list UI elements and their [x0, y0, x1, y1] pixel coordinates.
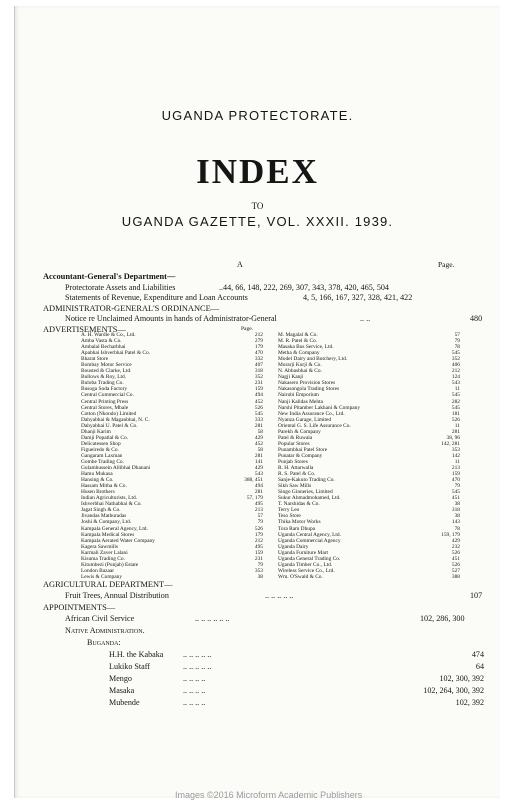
- advertiser-name: Bousted & Clarke, Ltd.: [81, 368, 132, 375]
- advertiser-page: 388: [451, 573, 460, 580]
- agri-line-1-page: 107: [470, 591, 483, 600]
- advertiser-name: Gangaram Laxman: [81, 452, 123, 459]
- agri-heading: AGRICULTURAL DEPARTMENT—: [43, 580, 173, 589]
- advertiser-name: Narshi Pitamber Lakhani & Company: [278, 404, 361, 411]
- accountant-line-1: Protectorate Assets and Liabilities: [65, 283, 176, 292]
- advertiser-page: 353: [254, 567, 263, 574]
- advertiser-name: Kagera Sawmills: [81, 543, 118, 550]
- advertiser-page: 11: [454, 386, 460, 393]
- advertiser-page: 281: [254, 489, 263, 496]
- advertiser-name: New India Assurance Co., Ltd.: [278, 410, 345, 417]
- advertiser-page: 281: [451, 428, 460, 435]
- advertiser-page: 124: [451, 374, 460, 381]
- advertiser-name: Kisuma Trading Co.: [81, 555, 125, 562]
- advertiser-name: Bombay Motor Service: [81, 362, 132, 369]
- advertiser-page: 333: [254, 416, 263, 423]
- advertiser-page: 545: [451, 350, 460, 357]
- advertiser-name: Joshi & Company, Ltd.: [81, 519, 132, 526]
- advertiser-name: A. H. Wardle & Co., Ltd.: [81, 332, 136, 338]
- advertisements-heading: ADVERTISEMENTS—: [43, 325, 126, 334]
- advertiser-name: Uganda Furniture Mart: [278, 549, 329, 556]
- advertiser-page: 79: [257, 519, 263, 526]
- advertiser-page: 79: [454, 483, 460, 490]
- appointment-dots: .. .. .. ..: [183, 698, 206, 707]
- native-admin-label: Native Administration.: [65, 626, 145, 635]
- accountant-line-2: Statements of Revenue, Expenditure and Loan Accounts: [65, 293, 248, 302]
- advertiser-name: Nakasongola Trading Stores: [278, 386, 340, 393]
- advertiser-page: 495: [254, 543, 263, 550]
- advertiser-page: 406: [451, 362, 460, 369]
- advertiser-name: Kampala General Agency, Ltd.: [81, 525, 148, 532]
- protectorate-title: UGANDA PROTECTORATE.: [161, 108, 354, 123]
- advertiser-name: Central Stores, Mbale: [81, 404, 129, 411]
- advertiser-name: Teso Store: [278, 513, 301, 520]
- advertiser-name: Dahyabhai & Maganbhai, N. C.: [81, 416, 150, 423]
- advertiser-name: Wm. O'Swald & Co.: [278, 573, 323, 580]
- advertiser-page: 545: [451, 392, 460, 399]
- advertiser-name: Uganda Dairy: [278, 543, 309, 550]
- advertiser-page: 526: [451, 416, 460, 423]
- buganda-label: Buganda:: [87, 638, 121, 647]
- advertiser-page: 142: [451, 452, 460, 459]
- advertiser-name: R. H. Attarwalla: [278, 465, 314, 472]
- advertiser-page: 470: [451, 477, 460, 484]
- page-column-header: Page.: [438, 260, 455, 269]
- advertisements-page-header: Page.: [241, 326, 254, 332]
- advertiser-page: 58: [257, 446, 263, 453]
- advertiser-page: 212: [254, 332, 263, 338]
- advertiser-name: Popular Stores: [278, 440, 310, 447]
- admin-line-1-dots: .. ..: [360, 314, 371, 323]
- advertiser-name: Nyanza Garage, Limited: [278, 416, 332, 423]
- advertiser-name: Delicatessen Shop: [81, 440, 121, 447]
- advertiser-page: 179: [254, 531, 263, 538]
- advertiser-page: 231: [254, 380, 263, 387]
- advertiser-name: Masaka Bus Service, Ltd.: [278, 344, 334, 351]
- advertiser-page: 141: [254, 458, 263, 465]
- civil-service-pages: 102, 286, 300: [420, 614, 465, 623]
- advertiser-page: 332: [254, 356, 263, 363]
- advertiser-name: Kitumbezi (Punjab) Estate: [81, 561, 139, 568]
- advertiser-name: Nairobi Emporium: [278, 392, 319, 399]
- advertiser-name: Indian Agriculturists, Ltd.: [81, 495, 137, 502]
- advertiser-name: Karmali Zaver Lalani: [81, 549, 128, 556]
- advertiser-page: 143: [451, 519, 460, 526]
- advertiser-name: Sukur Ahmadmohamed, Ltd.: [278, 495, 341, 502]
- advertiser-page: 495: [254, 501, 263, 508]
- advertiser-page: 470: [254, 350, 263, 357]
- advertiser-page: 526: [254, 525, 263, 532]
- advertiser-page: 79: [454, 338, 460, 345]
- advertiser-name: Central Printing Press: [81, 398, 129, 405]
- advertiser-name: Morarji Kurji & Co.: [278, 362, 322, 369]
- advertiser-page: 352: [451, 356, 460, 363]
- advertiser-name: Husen Brothers: [81, 489, 115, 496]
- advertiser-name: Nagji Kanji: [278, 374, 304, 381]
- appointment-name: Mengo: [109, 674, 132, 683]
- admin-line-1: Notice re Unclaimed Amounts in hands of Administrator-General: [65, 314, 277, 323]
- advertiser-page: 11: [454, 422, 460, 429]
- advertiser-page: 281: [254, 422, 263, 429]
- advertiser-page: 281: [254, 452, 263, 459]
- appointment-pages: 102, 300, 392: [439, 674, 484, 683]
- advertiser-name: Cotton (Nkondo) Limited: [81, 410, 137, 417]
- advertiser-name: Kampala Aerated Water Company: [81, 537, 155, 544]
- advertiser-page: 429: [254, 465, 263, 472]
- advertiser-name: N. Abbasbhai & Co.: [278, 368, 322, 375]
- advertiser-page: 57, 179: [246, 495, 263, 502]
- advertiser-name: Wireless Service Co., Ltd.: [278, 567, 335, 574]
- advertiser-page: 181: [451, 410, 460, 417]
- advertiser-page: 79: [257, 561, 263, 568]
- advertiser-page: 279: [254, 338, 263, 345]
- advertiser-page: 38, 96: [446, 434, 460, 441]
- advertiser-name: Dhanji Karim: [81, 428, 111, 435]
- admin-line-1-page: 480: [470, 314, 483, 323]
- advertiser-row: [278, 574, 460, 580]
- appointment-name: H.H. the Kabaka: [109, 650, 164, 659]
- advertiser-page: 58: [257, 428, 263, 435]
- accountant-heading: Accountant-General's Department—: [43, 272, 176, 281]
- advertiser-page: 526: [254, 404, 263, 411]
- advertiser-page: 213: [451, 465, 460, 472]
- gazette-title: UGANDA GAZETTE, VOL. XXXII. 1939.: [121, 214, 394, 229]
- advertiser-name: M. R. Patel & Co.: [278, 338, 318, 345]
- appointment-pages: 474: [471, 650, 484, 659]
- advertiser-page: 494: [254, 483, 263, 490]
- advertiser-name: Punjab Stores: [278, 458, 308, 465]
- advertiser-name: Uganda Commercial Agency: [278, 537, 341, 544]
- index-heading: INDEX: [196, 152, 319, 191]
- advertiser-page: 527: [451, 567, 460, 574]
- appointment-name: Lukiko Staff: [109, 662, 150, 671]
- advertiser-page: 159: [451, 471, 460, 478]
- advertiser-page: 57: [454, 332, 460, 338]
- advertiser-page: 212: [254, 537, 263, 544]
- advertiser-page: 543: [254, 471, 263, 478]
- advertiser-name: Apabhai Ishverbhai Patel & Co.: [81, 350, 151, 357]
- advertiser-page: 38: [454, 501, 460, 508]
- advertiser-name: Sanje-Kakuto Trading Co.: [278, 477, 335, 484]
- advertiser-name: Uganda Central Agency, Ltd.: [278, 531, 341, 538]
- agri-line-1: Fruit Trees, Annual Distribution: [65, 591, 169, 600]
- advertiser-name: Bharat Store: [81, 356, 109, 363]
- civil-service-dots: .. .. .. .. .. ..: [195, 614, 230, 623]
- advertiser-name: Ambalal Becharbhai: [81, 344, 126, 351]
- advertisements-right-column: [278, 332, 460, 580]
- advertiser-name: M. Magalal & Co.: [278, 332, 318, 338]
- advertiser-page: 318: [254, 368, 263, 375]
- advertiser-name: Bullows & Roy, Ltd.: [81, 374, 127, 381]
- advertiser-page: 282: [451, 398, 460, 405]
- advertiser-name: Uganda General Trading Co.: [278, 555, 341, 562]
- advertiser-page: 57: [257, 513, 263, 520]
- section-letter: A: [237, 260, 243, 269]
- watermark: Images ©2016 Microform Academic Publishers: [175, 790, 363, 800]
- advertiser-name: Uganda Timber Co., Ltd.: [278, 561, 333, 568]
- advertiser-name: Amba Vasta & Co.: [81, 338, 122, 345]
- appointment-dots: .. .. .. ..: [183, 686, 206, 695]
- advertiser-name: Kampala Medical Stores: [81, 531, 135, 538]
- advertiser-name: Jivandas Mathuradas: [81, 513, 127, 520]
- to-label: TO: [251, 201, 264, 211]
- advertiser-page: 545: [451, 489, 460, 496]
- advertiser-name: Tora Ram Dhupa: [278, 525, 316, 532]
- advertiser-page: 232: [451, 543, 460, 550]
- appointment-pages: 102, 392: [455, 698, 484, 707]
- advertiser-name: Terry Leo: [278, 507, 300, 514]
- advertiser-page: 545: [451, 404, 460, 411]
- appointments-heading: APPOINTMENTS—: [43, 603, 116, 612]
- advertiser-page: 213: [254, 507, 263, 514]
- advertiser-page: 352: [254, 374, 263, 381]
- advertiser-page: 451: [451, 555, 460, 562]
- advertiser-name: Oriental G. S. Life Assurance Co.: [278, 422, 351, 429]
- advertiser-name: Buloba Trading Co.: [81, 380, 124, 387]
- advertiser-page: 78: [454, 344, 460, 351]
- advertiser-page: 11: [454, 458, 460, 465]
- advertiser-name: Hamu Mukasa: [81, 471, 113, 478]
- advertiser-name: Singo Ginneries, Limited: [278, 489, 333, 496]
- advertiser-name: Ishverbhai Nathabhai & Co.: [81, 501, 142, 508]
- advertiser-row: [81, 574, 263, 580]
- advertiser-page: 38: [454, 513, 460, 520]
- accountant-line-1-pages: ..44, 66, 148, 222, 269, 307, 343, 378, 420, 465, 504: [219, 283, 389, 292]
- advertiser-name: Gombe Trading Co.: [81, 458, 124, 465]
- agri-line-1-dots: .. .. .. .. ..: [265, 591, 294, 600]
- advertiser-name: Hassam Mitha & Co.: [81, 483, 127, 490]
- advertiser-name: R. S. Patel & Co.: [278, 471, 316, 478]
- advertiser-name: Punambhai Patel Store: [278, 446, 328, 453]
- advertiser-page: 407: [254, 362, 263, 369]
- appointment-name: Mubende: [109, 698, 140, 707]
- advertiser-page: 451: [451, 495, 460, 502]
- advertiser-page: 159: [254, 386, 263, 393]
- advertiser-page: 429: [451, 537, 460, 544]
- appointment-pages: 64: [475, 662, 484, 671]
- advertiser-page: 452: [254, 440, 263, 447]
- advertiser-page: 494: [254, 392, 263, 399]
- advertiser-name: Jagat Singh & Co.: [81, 507, 121, 514]
- advertiser-name: Hansing & Co.: [81, 477, 114, 484]
- advertiser-name: Patel & Ruwala: [278, 434, 313, 441]
- advertiser-page: 142, 281: [441, 440, 460, 447]
- advertiser-page: 179: [254, 344, 263, 351]
- advertiser-page: 526: [451, 549, 460, 556]
- advertiser-page: 38: [257, 573, 263, 580]
- appointment-dots: .. .. .. .. ..: [183, 662, 212, 671]
- appointment-pages: 102, 264, 300, 392: [423, 686, 484, 695]
- advertiser-name: Lewis & Company: [81, 573, 123, 580]
- advertiser-name: Central Commercial Co.: [81, 392, 134, 399]
- advertiser-name: Damji Popatlal & Co.: [81, 434, 129, 441]
- advertiser-name: Busoga Soda Factory: [81, 386, 128, 393]
- advertiser-name: Parekh & Company: [278, 428, 321, 435]
- advertisements-left-column: [81, 332, 263, 580]
- appointment-dots: .. .. .. ..: [183, 674, 206, 683]
- advertiser-page: 545: [254, 410, 263, 417]
- civil-service-label: African Civil Service: [65, 614, 135, 623]
- advertiser-page: 212: [451, 368, 460, 375]
- advertiser-name: Gulamhussein Allibhai Dhanani: [81, 465, 151, 472]
- advertiser-name: Punatar & Company: [278, 452, 323, 459]
- advertiser-page: 159, 179: [441, 531, 460, 538]
- advertiser-name: Sikh Saw Mills: [278, 483, 312, 490]
- document-page: [14, 6, 500, 798]
- appointment-dots: .. .. .. .. ..: [183, 650, 212, 659]
- advertiser-page: 429: [254, 434, 263, 441]
- advertiser-name: Dahyabhai U. Patel & Co.: [81, 422, 138, 429]
- advertiser-page: 78: [454, 525, 460, 532]
- advertiser-name: Nanji Kalidas Mehta: [278, 398, 323, 405]
- appointment-name: Masaka: [109, 686, 135, 695]
- advertiser-page: 452: [254, 398, 263, 405]
- advertiser-name: Thika Motor Works: [278, 519, 321, 526]
- advertiser-page: 543: [451, 380, 460, 387]
- admin-heading: ADMINISTRATOR-GENERAL'S ORDINANCE—: [43, 304, 220, 313]
- advertiser-page: 231: [254, 555, 263, 562]
- advertiser-name: London Bazaar: [81, 567, 115, 574]
- advertiser-page: 526: [451, 561, 460, 568]
- advertiser-name: Figueiredo & Co.: [81, 446, 119, 453]
- advertiser-page: 388, 451: [244, 477, 263, 484]
- advertiser-page: 318: [451, 507, 460, 514]
- advertiser-name: Model Dairy and Butchery, Ltd.: [278, 356, 348, 363]
- advertiser-name: Nakasero Provision Stores: [278, 380, 336, 387]
- accountant-line-2-pages: 4, 5, 166, 167, 327, 328, 421, 422: [303, 293, 413, 302]
- advertiser-name: Metha & Company: [278, 350, 320, 357]
- advertiser-name: T. Narshidas & Co.: [278, 501, 320, 508]
- advertiser-page: 159: [254, 549, 263, 556]
- advertiser-page: 353: [451, 446, 460, 453]
